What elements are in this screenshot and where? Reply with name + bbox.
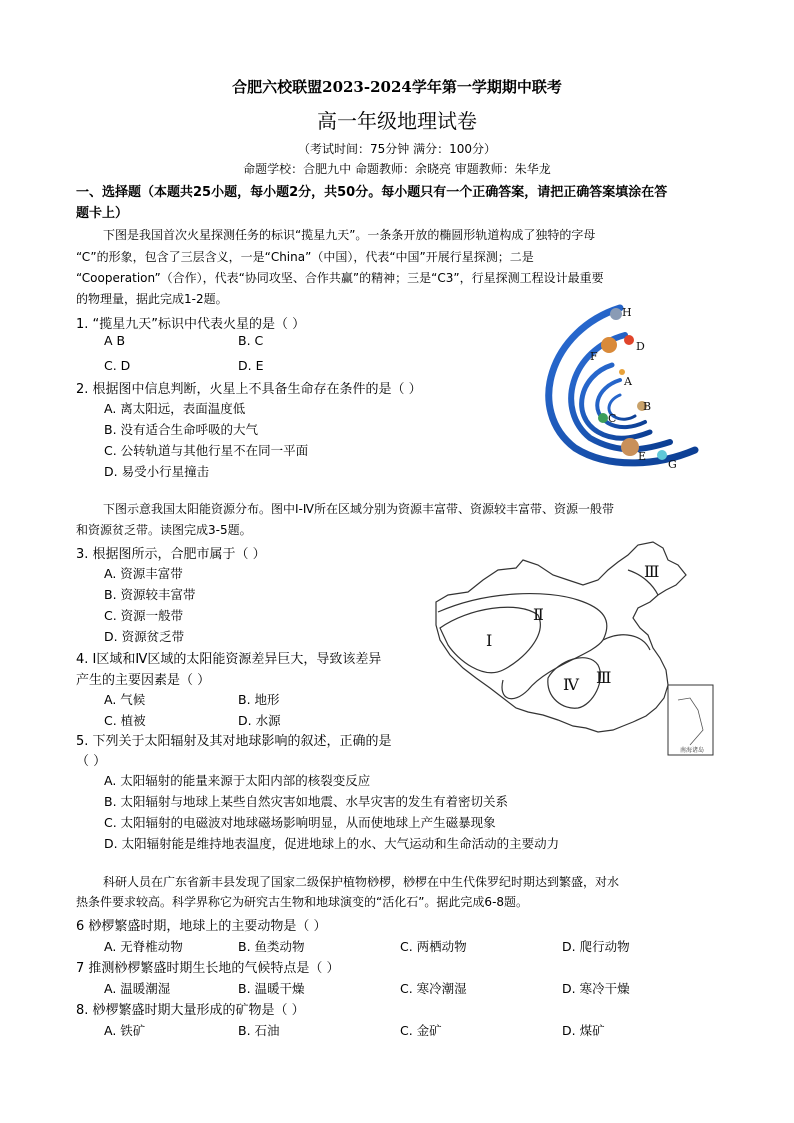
passage3-line: 科研人员在广东省新丰县发现了国家二级保护植物桫椤，桫椤在中生代侏罗纪时期达到繁盛，对水 [103,875,620,889]
passage1-line: “Cooperation”（合作），代表“协同攻坚、合作共赢”的精神；三是“C3”，行星探测工程设计最重要 [76,271,604,285]
question-2-stem: 2. 根据图中信息判断，火星上不具备生命存在条件的是（ ） [76,382,422,397]
question-4-option-b: B. 地形 [238,692,280,707]
question-2-option-c: C. 公转轨道与其他行星不在同一平面 [104,443,309,458]
section-heading-line2: 题卡上） [76,206,129,221]
question-5-option-d: D. 太阳辐射能是维持地表温度，促进地球上的水、大气运动和生命活动的主要动力 [104,836,560,851]
map-label-region: Ⅱ [533,605,544,624]
question-1-option-b: B. C [238,333,264,348]
question-5-option-b: B. 太阳辐射与地球上某些自然灾害如地震、水旱灾害的发生有着密切关系 [104,794,509,809]
question-6-option-c: C. 两栖动物 [400,939,467,954]
question-6-option-d: D. 爬行动物 [562,939,630,954]
passage1-line: 的物理量，据此完成1-2题。 [76,292,228,306]
exam-subtitle: 高一年级地理试卷 [317,109,477,133]
question-4-stem-line2: 产生的主要因素是（ ） [76,673,211,688]
question-7-stem: 7 推测桫椤繁盛时期生长地的气候特点是（ ） [76,961,340,976]
planet-e [621,438,639,456]
question-7-option-a: A. 温暖潮湿 [104,981,171,996]
question-4-stem: 4. Ⅰ区域和Ⅳ区域的太阳能资源差异巨大，导致该差异 [76,652,382,667]
map-label-region: Ⅳ [563,675,579,694]
question-3-stem: 3. 根据图所示，合肥市属于（ ） [76,547,266,562]
question-7-option-d: D. 寒冷干燥 [562,981,630,996]
question-6-option-b: B. 鱼类动物 [238,939,305,954]
question-6-option-a: A. 无脊椎动物 [104,939,183,954]
question-8-stem: 8. 桫椤繁盛时期大量形成的矿物是（ ） [76,1003,305,1018]
question-4-option-d: D. 水源 [238,713,281,728]
logo-label: C [608,412,617,425]
map-label-region: Ⅰ [486,631,493,650]
question-1-option-a: A B [104,333,126,348]
logo-label: F [590,350,598,363]
exam-authors: 命题学校：合肥九中 命题教师：余晓亮 审题教师：朱华龙 [243,162,551,176]
planet-h [610,308,622,320]
question-8-option-a: A. 铁矿 [104,1023,146,1038]
passage2-line: 下图示意我国太阳能资源分布。图中Ⅰ-Ⅳ所在区域分别为资源丰富带、资源较丰富带、资源一般带 [103,502,614,516]
question-2-option-b: B. 没有适合生命呼吸的大气 [104,422,259,437]
question-8-option-c: C. 金矿 [400,1023,442,1038]
planet-f [601,337,617,353]
logo-label: E [638,450,647,463]
mars-mission-logo [530,290,710,480]
question-5-stem-line2: （ ） [76,754,107,769]
question-5-stem: 5. 下列关于太阳辐射及其对地球影响的叙述，正确的是 [76,734,392,749]
planet-d [624,335,634,345]
passage2-line: 和资源贫乏带。读图完成3-5题。 [76,523,252,537]
map-label-region: Ⅲ [596,668,612,687]
region-boundary [438,594,607,699]
question-6-stem: 6 桫椤繁盛时期，地球上的主要动物是（ ） [76,919,327,934]
question-5-option-c: C. 太阳辐射的电磁波对地球磁场影响明显，从而使地球上产生磁暴现象 [104,815,496,830]
inset-label: 南海诸岛 [680,747,705,754]
question-3-option-b: B. 资源较丰富带 [104,587,196,602]
exam-info: （考试时间：75分钟 满分：100分） [298,142,496,156]
logo-label: G [668,458,677,471]
question-5-option-a: A. 太阳辐射的能量来源于太阳内部的核裂变反应 [104,773,371,788]
logo-label: B [643,400,652,413]
question-3-option-d: D. 资源贫乏带 [104,629,185,644]
passage1-line: “C”的形象，包含了三层含义，一是“China”（中国），代表“中国”开展行星探测；二是 [76,250,534,264]
question-4-option-c: C. 植被 [104,713,146,728]
map-label-region: Ⅲ [644,562,660,581]
logo-label: A [624,375,632,388]
question-7-option-c: C. 寒冷潮湿 [400,981,467,996]
china-solar-map [428,540,718,758]
question-4-option-a: A. 气候 [104,692,146,707]
question-3-option-a: A. 资源丰富带 [104,566,183,581]
question-1-option-d: D. E [238,358,264,373]
question-8-option-d: D. 煤矿 [562,1023,605,1038]
question-1-option-c: C. D [104,358,131,373]
exam-title: 合肥六校联盟2023-2024学年第一学期期中联考 [232,78,562,96]
logo-label: D [636,340,645,353]
question-3-option-c: C. 资源一般带 [104,608,184,623]
section-heading-line1: 一、选择题（本题共25小题，每小题2分，共50分。每小题只有一个正确答案，请把正确答案填涂在答 [76,185,668,200]
region-boundary [603,635,650,650]
question-8-option-b: B. 石油 [238,1023,280,1038]
question-7-option-b: B. 温暖干燥 [238,981,305,996]
logo-label: H [622,306,632,319]
question-1-stem: 1. “揽星九天”标识中代表火星的是（ ） [76,317,306,332]
passage3-line: 热条件要求较高。科学界称它为研究古生物和地球演变的“活化石”。据此完成6-8题。 [76,895,529,909]
planet-c [598,413,608,423]
planet-g [657,450,667,460]
question-2-option-a: A. 离太阳远，表面温度低 [104,401,246,416]
question-2-option-d: D. 易受小行星撞击 [104,464,210,479]
passage1-line: 下图是我国首次火星探测任务的标识“揽星九天”。一条条开放的椭圆形轨道构成了独特的字母 [103,228,596,242]
